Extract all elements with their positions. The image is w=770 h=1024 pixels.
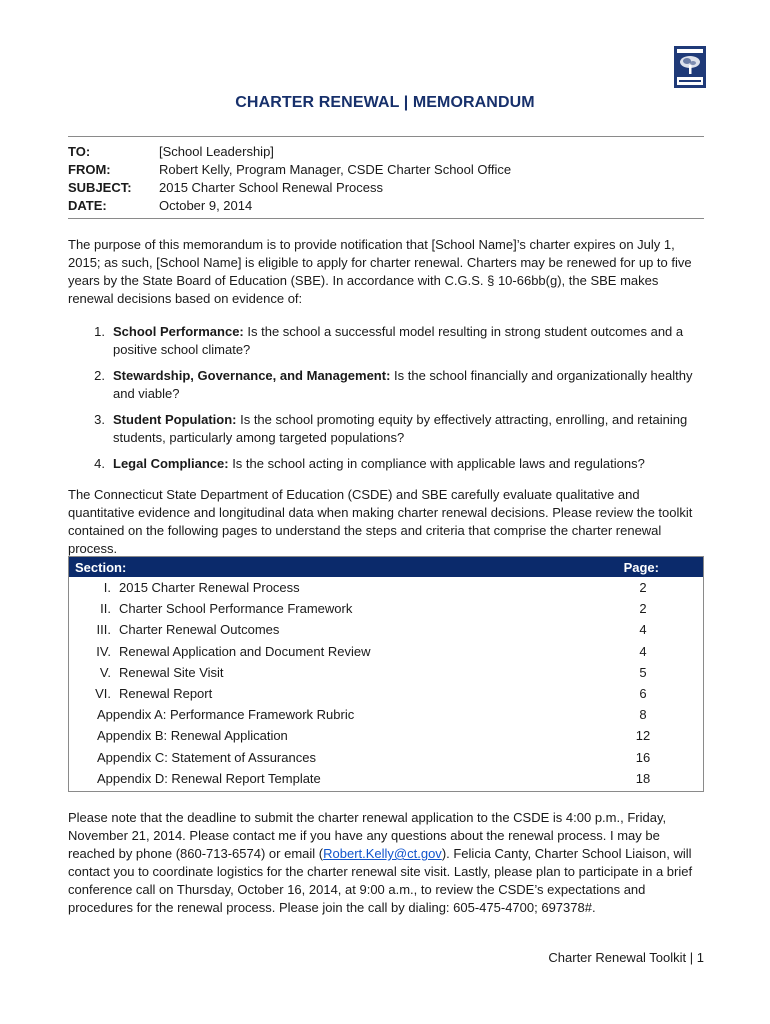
toc-section-label: Renewal Application and Document Review: [119, 643, 371, 659]
criteria-text: Is the school acting in compliance with applicable laws and regulations?: [228, 456, 645, 471]
toc-appendix-row: [69, 768, 703, 789]
toc-page-number: 2: [639, 601, 647, 617]
toc-section-label: 2015 Charter Renewal Process: [119, 580, 300, 596]
toc-header-section: Section:: [75, 559, 127, 575]
header-bottom-divider: [68, 218, 704, 219]
toc-page-number: 4: [639, 643, 647, 659]
toc-row: [69, 577, 703, 598]
criteria-text: Is the school a successful model resulting in strong student outcomes and a positive school climate?: [113, 324, 684, 357]
memo-subject-row: [68, 179, 511, 197]
memo-header: [68, 143, 511, 215]
closing-text-part2: ). Felicia Canty, Charter School Liaison, will contact you to coordinate logistics for the charter renewal site visit. Lastly, please plan to participate in a brief conference call on Thursday, October 16, 2014, at 9:00 a.m., to review the CSDE’s expectations and procedures for the renewal process. Please join the call by dialing: 605-475-4700; 697378#.: [68, 846, 693, 915]
toc-section-number: I.: [103, 580, 111, 596]
toc-section-number: III.: [96, 622, 111, 638]
criteria-number: 1.: [94, 324, 105, 339]
toc-section-number: V.: [99, 664, 111, 680]
toc-header: [69, 557, 703, 577]
tree-icon: [679, 55, 701, 75]
intro-paragraph: The purpose of this memorandum is to provide notification that [School Name]’s charter expires on July 1, 2015; as such, [School Name] is eligible to apply for charter renewal. Charters may be renewed for up to five years by the State Board of Education (SBE). In accordance with C.G.S. § 10-66bb(g), the SBE makes renewal decisions based on evidence of:: [68, 237, 692, 306]
criteria-item: [68, 323, 704, 359]
toc-row: [69, 641, 703, 662]
criteria-item: [68, 411, 704, 447]
toc-section-label: Renewal Site Visit: [119, 664, 224, 680]
page-title: CHARTER RENEWAL | MEMORANDUM: [235, 94, 535, 111]
criteria-item: [68, 455, 704, 473]
email-link[interactable]: Robert.Kelly@ct.gov: [323, 846, 442, 861]
toc-page-number: 12: [635, 728, 651, 744]
toc-appendix-label: Appendix C: Statement of Assurances: [97, 749, 316, 765]
memo-date-row: [68, 197, 511, 215]
memo-date-value: October 9, 2014: [159, 198, 253, 213]
toc-appendix-row: [69, 747, 703, 768]
toc-header-page: Page:: [623, 559, 659, 575]
criteria-number: 4.: [94, 456, 105, 471]
toc-section-number: IV.: [96, 643, 111, 659]
toc-row: [69, 683, 703, 704]
evaluation-paragraph: The Connecticut State Department of Education (CSDE) and SBE carefully evaluate qualitative and quantitative evidence and longitudinal data when making charter renewal decisions. Please review the toolkit contained on the following pages to understand the steps and criteria that comprise the charter renewal process.: [68, 487, 693, 556]
toc-appendix-row: [69, 725, 703, 746]
toc-page-number: 5: [639, 664, 647, 680]
logo-bottom-band: [677, 77, 703, 85]
memo-date-label: DATE:: [68, 198, 107, 213]
memo-to-value: [School Leadership]: [159, 144, 274, 159]
page-footer: Charter Renewal Toolkit | 1: [548, 950, 704, 965]
criteria-text: Is the school financially and organizationally healthy and viable?: [113, 368, 693, 401]
toc-page-number: 8: [639, 707, 647, 723]
toc-row: [69, 619, 703, 640]
toc-page-number: 2: [639, 580, 647, 596]
toc-page-number: 18: [635, 770, 651, 786]
criteria-title: Legal Compliance:: [113, 456, 229, 471]
toc-page-number: 6: [639, 686, 647, 702]
toc-section-number: II.: [100, 601, 111, 617]
header-top-divider: [68, 136, 704, 137]
criteria-number: 2.: [94, 368, 105, 383]
memo-to-row: [68, 143, 511, 161]
toc-appendix-label: Appendix D: Renewal Report Template: [97, 770, 321, 786]
renewal-criteria-list: [68, 323, 704, 481]
table-of-contents: [68, 556, 704, 792]
memo-from-label: FROM:: [68, 162, 111, 177]
criteria-number: 3.: [94, 412, 105, 427]
toc-appendix-label: Appendix B: Renewal Application: [97, 728, 288, 744]
memo-to-label: TO:: [68, 144, 91, 159]
memo-from-value: Robert Kelly, Program Manager, CSDE Charter School Office: [159, 162, 512, 177]
memo-subject-label: SUBJECT:: [68, 180, 132, 195]
toc-section-label: Charter Renewal Outcomes: [119, 622, 280, 638]
toc-row: [69, 662, 703, 683]
toc-appendix-row: [69, 704, 703, 725]
toc-section-label: Charter School Performance Framework: [119, 601, 353, 617]
memo-from-row: [68, 161, 511, 179]
toc-section-number: VI.: [95, 686, 111, 702]
closing-text-part1: Please note that the deadline to submit the charter renewal application to the CSDE is 4:00 p.m., Friday, November 21, 2014. Please contact me if you have any questions about the renewal process. I may be reached by phone (860-713-6574) or email (: [68, 810, 667, 861]
criteria-text: Is the school promoting equity by effectively attracting, enrolling, and retaining students, particularly among targeted populations?: [113, 412, 688, 445]
toc-section-label: Renewal Report: [119, 686, 213, 702]
criteria-title: Stewardship, Governance, and Management:: [113, 368, 391, 383]
logo-top-band: [677, 49, 703, 53]
closing-paragraph: [68, 809, 704, 917]
toc-appendix-label: Appendix A: Performance Framework Rubric: [97, 707, 355, 723]
memo-subject-value: 2015 Charter School Renewal Process: [159, 180, 384, 195]
toc-page-number: 16: [635, 749, 651, 765]
toc-page-number: 4: [639, 622, 647, 638]
criteria-title: School Performance:: [113, 324, 244, 339]
ct-education-logo-icon: [674, 46, 706, 88]
criteria-title: Student Population:: [113, 412, 237, 427]
toc-row: [69, 598, 703, 619]
criteria-item: [68, 367, 704, 403]
